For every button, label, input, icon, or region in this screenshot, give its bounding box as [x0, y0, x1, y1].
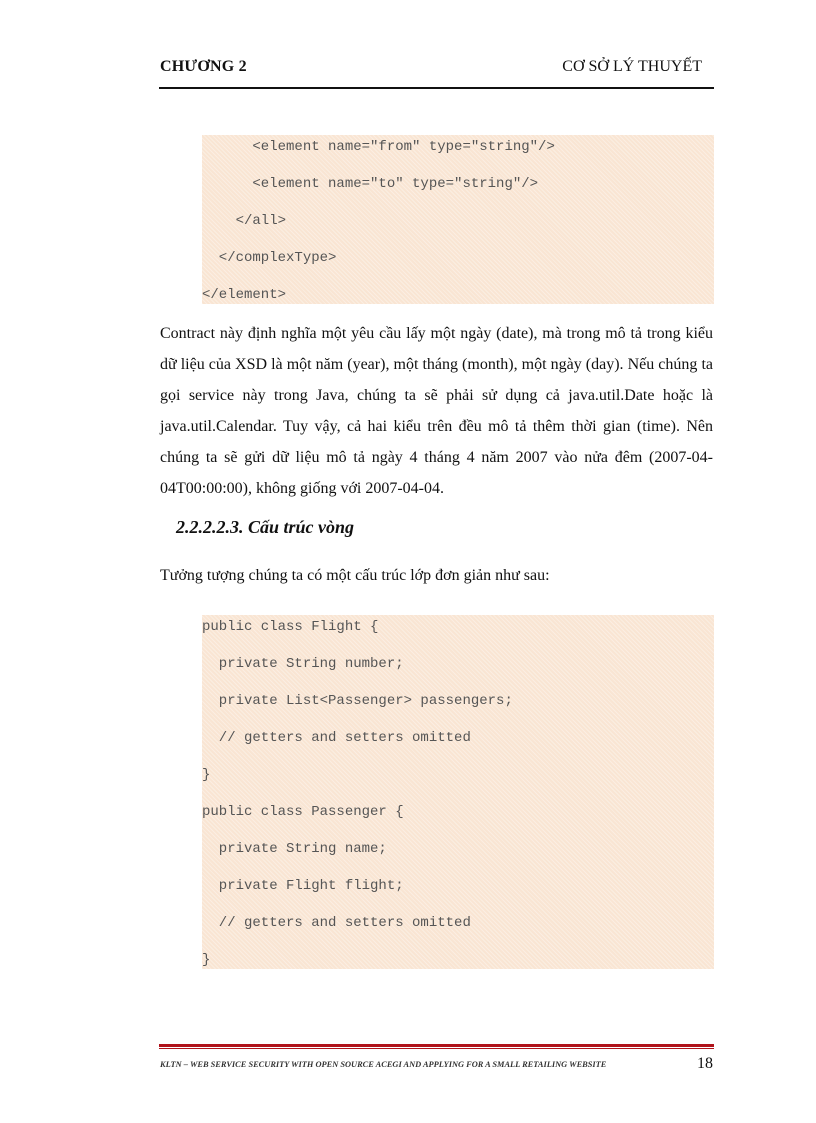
header-divider: [159, 87, 714, 89]
code-block-java: [202, 615, 714, 969]
code-line: }: [202, 767, 211, 783]
code-line: }: [202, 952, 211, 968]
code-line: <element name="to" type="string"/>: [202, 176, 539, 192]
code-line: // getters and setters omitted: [202, 730, 471, 746]
section-heading: 2.2.2.2.3. Cấu trúc vòng: [176, 517, 355, 537]
code-line: // getters and setters omitted: [202, 915, 471, 931]
footer-title: KLTN – WEB SERVICE SECURITY WITH OPEN SOURCE ACEGI AND APPLYING FOR A SMALL RETAILING WEBSITE: [160, 1060, 607, 1069]
footer-divider-thin: [159, 1048, 714, 1049]
chapter-header: CHƯƠNG 2: [160, 58, 247, 75]
footer-divider-thick: [159, 1044, 714, 1047]
code-line: public class Flight {: [202, 619, 379, 635]
code-line: </complexType>: [202, 250, 337, 266]
code-line: </element>: [202, 287, 287, 303]
code-line: <element name="from" type="string"/>: [202, 139, 555, 155]
code-line: private String number;: [202, 656, 404, 672]
code-line: private Flight flight;: [202, 878, 404, 894]
code-block-xsd: [202, 135, 714, 304]
code-line: </all>: [202, 213, 287, 229]
code-line: private String name;: [202, 841, 387, 857]
code-line: private List<Passenger> passengers;: [202, 693, 513, 709]
body-paragraph: Contract này định nghĩa một yêu cầu lấy một ngày (date), mà trong mô tả trong kiểu dữ liệu của XSD là một năm (year), một tháng (month), một ngày (day). Nếu chúng ta gọi service này trong Java, chúng ta sẽ phải sử dụng cả java.util.Date hoặc là java.util.Calendar. Tuy vậy, cả hai kiểu trên đều mô tả thêm thời gian (time). Nên chúng ta sẽ gửi dữ liệu mô tả ngày 4 tháng 4 năm 2007 vào nửa đêm (2007-04-04T00:00:00), không giống với 2007-04-04.: [160, 325, 713, 497]
intro-sentence: Tưởng tượng chúng ta có một cấu trúc lớp đơn giản như sau:: [160, 567, 550, 584]
section-title-header: CƠ SỞ LÝ THUYẾT: [562, 58, 702, 75]
code-line: public class Passenger {: [202, 804, 404, 820]
page-number: 18: [697, 1055, 713, 1072]
